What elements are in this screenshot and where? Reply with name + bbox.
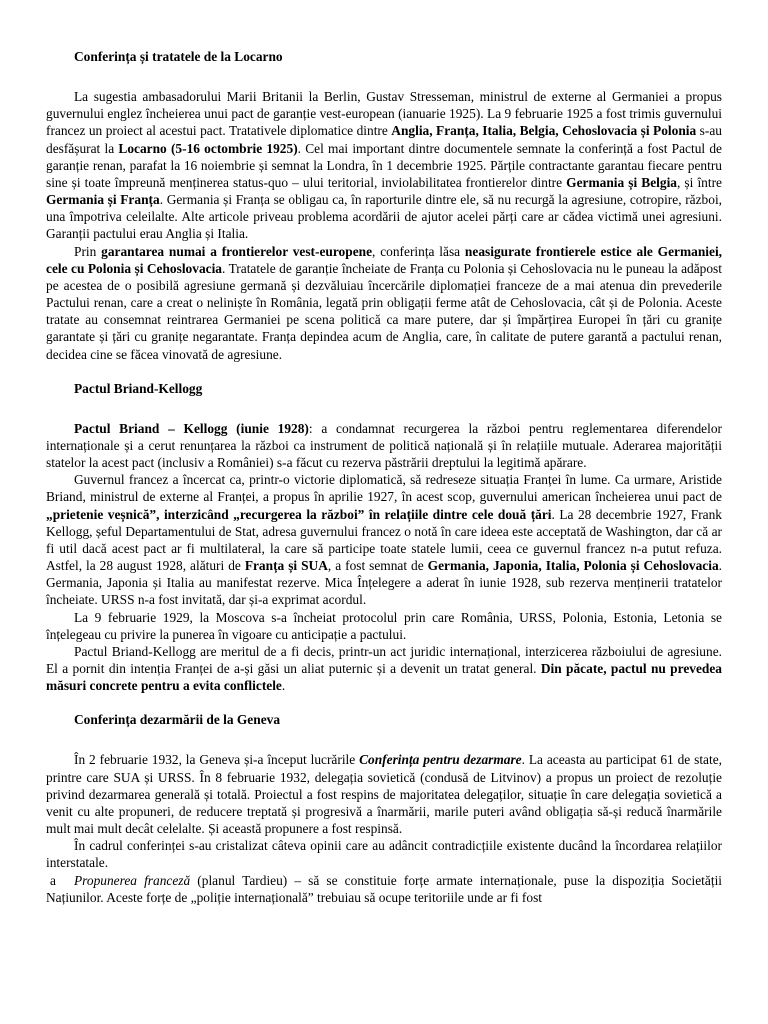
emphasis-text: Germania și Franța (46, 192, 160, 208)
paragraph-geneva-2 (46, 837, 722, 871)
emphasis-text: neasigurate frontierele estice ale Germaniei, cele cu Polonia și Cehoslovacia (46, 243, 723, 276)
body-text: La sugestia ambasadorului Marii Britanii la Berlin, Gustav Stresseman, ministrul de externe al Germaniei a propus guvernului englez încheierea unui pact de garanție vest-european (ianuarie 1925). La 9 februarie 1925 a fost trimis guvernului francez un proiect al acestui pact. Tratativele diplomatice dintre (46, 89, 722, 139)
emphasis-text: Germania și Belgia (566, 174, 677, 190)
body-text: Prin (74, 243, 102, 259)
document-page (46, 48, 722, 906)
emphasis-text: Conferința pentru dezarmare (359, 752, 522, 768)
paragraph-geneva-3-text (46, 873, 722, 905)
body-text: , a fost semnat de (327, 558, 428, 574)
body-text: . La 28 decembrie 1927, Frank Kellogg, șeful Departamentului de Stat, adresa guvernului francez o notă în care ideea este acceptată de Washington, dar că ar fi util dacă acest pact ar fi multilateral, la care să participe toate statele lumii, ceea ce guvernul francez n-a putut refuza. Astfel, la 28 august 1928, alături de (46, 506, 722, 574)
paragraph-kellogg-1 (46, 420, 722, 471)
paragraph-geneva-1 (46, 751, 722, 837)
emphasis-text: Pactul Briand – Kellogg (iunie 1928) (74, 420, 309, 436)
paragraph-kellogg-4 (46, 643, 722, 694)
section-title-geneva: Conferința dezarmării de la Geneva (74, 712, 281, 728)
body-text: Pactul Briand-Kellogg are meritul de a fi decis, printr-un act juridic internațional, interzicerea războiului de agresiune. El a pornit din intenția Franței de a-și găsi un aliat puternic și a devenit un tratat general. (46, 643, 722, 676)
body-text: . (281, 678, 286, 694)
paragraph-geneva-3 (46, 872, 722, 906)
emphasis-text: Franța și SUA (244, 558, 328, 574)
section-title-briand-kellogg: Pactul Briand-Kellogg (74, 380, 203, 396)
body-text: Guvernul francez a încercat ca, printr-o victorie diplomatică, să redreseze situația Franței în lume. Ca urmare, Aristide Briand, ministrul de externe al Franței, a propus în aprilie 1927, în acest scop, guvernului american încheierea unui pact de (46, 472, 722, 505)
paragraph-kellogg-2 (46, 471, 722, 608)
body-text: s-au desfășurat la (46, 123, 722, 156)
body-text: (planul Tardieu) – să se constituie forțe armate internaționale, puse la dispoziția Societății Națiunilor. Aceste forțe de „poliție internațională” trebuiau să ocupe teritoriile unde ar fi fost (46, 872, 723, 905)
paragraph-locarno-2 (46, 243, 722, 363)
emphasis-text: garantarea numai a frontierelor vest-europene (101, 243, 373, 259)
emphasis-text: Din păcate, pactul nu prevedea măsuri concrete pentru a evita conflictele (46, 661, 722, 694)
body-text: . La aceasta au participat 61 de state, printre care SUA și URSS. În 8 februarie 1932, delegația sovietică (condusă de Litvinov) a propus un proiect de rezoluție privind dezarmarea generală și totală. Proiectul a fost respins de majoritatea delegaților, situație în care delegația sovietică a venit cu alte propuneri, de reducere treptată și progresivă a înarmării, marile puteri având obligația să-și reducă înarmările mult mai mult decât celelalte. Și această propunere a fost respinsă. (46, 752, 723, 837)
body-text: În 2 februarie 1932, la Geneva și-a început lucrările (74, 752, 360, 768)
body-text: În cadrul conferinței s-au cristalizat câteva opinii care au adâncit contradicțiile existente ducând la încordarea relațiilor interstatale. (46, 838, 722, 871)
paragraph-locarno-1 (46, 88, 722, 242)
body-text: . Cel mai important dintre documentele semnate la conferință a fost Pactul de garanție renan, parafat la 16 noiembrie și semnat la Londra, în 1 decembrie 1925. Părțile contractante garantau fiecare pentru sine și toate împreună menținerea status-quo – ului teritorial, inviolabilitatea frontierelor dintre (46, 140, 722, 190)
list-marker: a (50, 872, 56, 888)
body-text: La 9 februarie 1929, la Moscova s-a încheiat protocolul prin care România, URSS, Polonia, Estonia, Letonia se înțelegeau cu privire la punerea în vigoare cu anticipație a pactului. (46, 609, 722, 642)
body-text: , și între (677, 174, 722, 190)
emphasis-text: Germania, Japonia, Italia, Polonia și Cehoslovacia (427, 558, 719, 574)
body-text: : a condamnat recurgerea la război pentru reglementarea diferendelor internaționale și a cerut renunțarea la război ca instrument de politică națională și în relațiile mutuale. Aderarea majorității statelor la acest pact (inclusiv a României) s-a făcut cu rezerva păstrării dreptului la legitimă apărare. (46, 420, 722, 471)
section-title-locarno: Conferința și tratatele de la Locarno (74, 49, 283, 64)
body-text: . Germania și Franța se obligau ca, în raporturile dintre ele, să nu recurgă la agresiune, cotropire, război, una împotriva celeilalte. Alte articole priveau problema acordării de ajutor acelei părți care ar cădea victimă unei agresiuni. Garanții pactului erau Anglia și Italia. (46, 192, 723, 242)
emphasis-text: „prietenie veșnică”, interzicând „recurgerea la război” în relațiile dintre cele două țări (46, 506, 552, 522)
body-text: , conferința lăsa (372, 243, 465, 259)
emphasis-text: Anglia, Franța, Italia, Belgia, Cehoslovacia și Polonia (391, 123, 697, 139)
body-text: . Germania, Japonia și Italia au manifestat rezerve. Mica Înțelegere a aderat în iunie 1928, sub rezerva menținerii tratatelor încheiate. URSS n-a fost invitată, dar și-a exprimat acordul. (46, 558, 723, 608)
paragraph-kellogg-3 (46, 609, 722, 643)
emphasis-text: Locarno (5-16 octombrie 1925) (118, 140, 298, 156)
emphasis-text: Propunerea franceză (74, 872, 191, 888)
body-text: . Tratatele de garanție încheiate de Franța cu Polonia și Cehoslovacia nu le puneau la adăpost pe acestea de o posibilă agresiune germană și dezvăluiau încercările diplomației franceze de a mai atenua din prevederile Pactului renan, care a creat o neliniște în România, legată prin obligații ferme atât de Cehoslovacia, cât și de Polonia. Aceste tratate au consemnat reintrarea Germaniei pe scena politică ca mare putere, dar și împărțirea Europei în țări cu granițe garantate și țări cu granițe negarantate. Franța depindea acum de Anglia, care, în calitate de putere garantă a pactului renan, decidea cine se făcea vinovată de agresiune. (46, 260, 722, 362)
